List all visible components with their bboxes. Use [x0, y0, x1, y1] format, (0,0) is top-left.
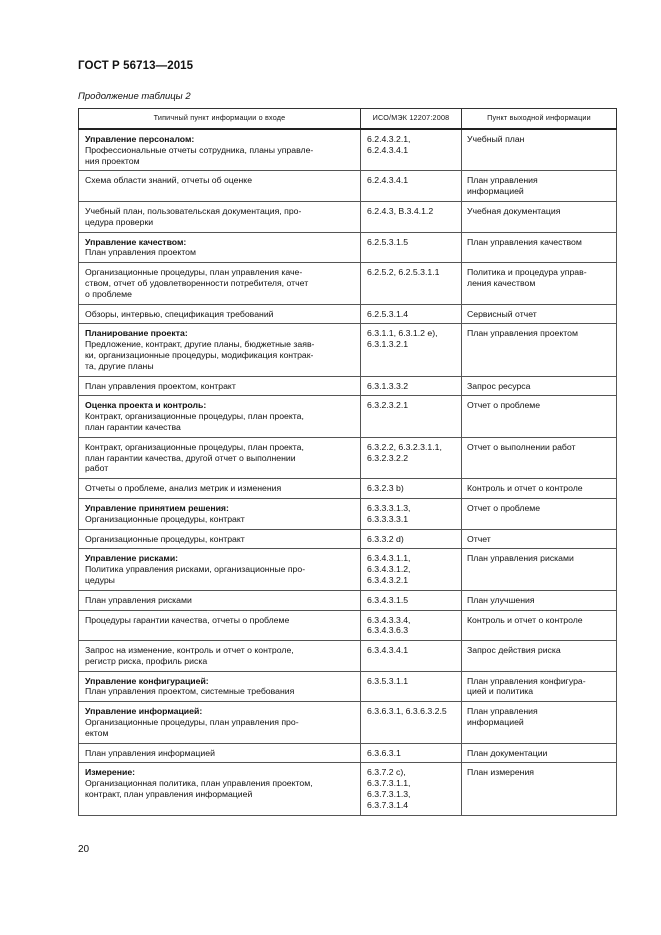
standard-reference-text: 6.3.7.2 c), 6.3.7.3.1.1, 6.3.7.3.1.3, 6.3.7.3.1.4 [367, 767, 411, 810]
standard-reference-cell [361, 304, 462, 324]
output-item-text: План документации [467, 747, 548, 758]
output-item-cell [462, 232, 617, 263]
table-row [79, 610, 617, 641]
output-item-text: План управления информацией [467, 175, 538, 197]
table-row [79, 641, 617, 672]
input-item-text: Организационные процедуры, план управления про- ектом [85, 717, 299, 738]
input-item-cell [79, 479, 361, 499]
input-item-text: Организационные процедуры, контракт [85, 513, 245, 524]
input-item-cell [79, 641, 361, 672]
input-item-text: Запрос на изменение, контроль и отчет о контроле, регистр риска, профиль риска [85, 645, 294, 666]
input-item-text: Контракт, организационные процедуры, план проекта, план гарантии качества, другой отчет о выполнении работ [85, 441, 304, 474]
output-item-cell [462, 201, 617, 232]
input-item-text: Контракт, организационные процедуры, план проекта, план гарантии качества [85, 411, 304, 432]
standard-reference-text: 6.3.2.2, 6.3.2.3.1.1, 6.3.2.3.2.2 [367, 441, 442, 463]
output-item-text: План измерения [467, 767, 535, 778]
input-item-text: Организационные процедуры, план управления каче- ством, отчет об удовлетворенности потребителя, отчет о проблеме [85, 267, 309, 299]
output-item-text: Политика и процедура управ- ления качеством [467, 267, 587, 288]
standard-reference-text: 6.3.4.3.1.1, 6.3.4.3.1.2, 6.3.4.3.2.1 [367, 553, 411, 585]
standard-reference-cell [361, 263, 462, 304]
table-row [79, 549, 617, 590]
output-item-cell [462, 549, 617, 590]
output-item-cell [462, 171, 617, 202]
table-row [79, 498, 617, 529]
input-item-cell [79, 396, 361, 437]
standard-reference-cell [361, 171, 462, 202]
process-heading: Управление информацией: [85, 706, 203, 717]
standard-reference-cell [361, 498, 462, 529]
standard-reference-text: 6.3.4.3.4.1 [367, 645, 409, 656]
output-item-text: Контроль и отчет о контроле [467, 483, 583, 494]
standard-reference-cell [361, 201, 462, 232]
output-item-cell [462, 498, 617, 529]
standard-reference-text: 6.3.3.2 d) [367, 533, 404, 544]
standard-reference-cell [361, 437, 462, 478]
input-item-text: Отчеты о проблеме, анализ метрик и изменения [85, 483, 282, 494]
standard-reference-text: 6.3.1.3.3.2 [367, 380, 409, 391]
standard-reference-text: 6.3.6.3.1, 6.3.6.3.2.5 [367, 706, 447, 717]
output-item-cell [462, 304, 617, 324]
table-row [79, 529, 617, 549]
table-body [79, 129, 617, 815]
column-header-output: Пункт выходной информации [462, 109, 617, 130]
input-item-text: Процедуры гарантии качества, отчеты о проблеме [85, 614, 290, 625]
output-item-text: План улучшения [467, 594, 535, 605]
standard-reference-text: 6.2.4.3.2.1, 6.2.4.3.4.1 [367, 134, 411, 155]
standard-reference-cell [361, 529, 462, 549]
standard-reference-cell [361, 479, 462, 499]
output-item-text: Контроль и отчет о контроле [467, 614, 583, 625]
process-heading: Управление принятием решения: [85, 502, 229, 513]
output-item-cell [462, 743, 617, 763]
input-item-cell [79, 549, 361, 590]
input-item-cell [79, 743, 361, 763]
input-item-cell [79, 763, 361, 815]
process-heading: Оценка проекта и контроль: [85, 400, 207, 411]
input-item-text: План управления рисками [85, 594, 192, 605]
table-row [79, 671, 617, 702]
output-item-cell [462, 437, 617, 478]
input-item-cell [79, 129, 361, 171]
standard-reference-cell [361, 702, 462, 743]
standard-reference-text: 6.3.3.3.1.3, 6.3.3.3.3.1 [367, 502, 411, 524]
input-item-text: План управления проектом [85, 247, 196, 258]
standard-reference-text: 6.3.1.1, 6.3.1.2 e), 6.3.1.3.2.1 [367, 328, 438, 350]
input-item-cell [79, 376, 361, 396]
input-item-text: Политика управления рисками, организационные про- цедуры [85, 564, 306, 585]
standard-reference-text: 6.3.2.3 b) [367, 483, 404, 494]
table-row [79, 437, 617, 478]
standard-reference-cell [361, 641, 462, 672]
output-item-cell [462, 376, 617, 396]
table-row [79, 590, 617, 610]
input-item-cell [79, 529, 361, 549]
table-container [78, 108, 616, 816]
output-item-cell [462, 529, 617, 549]
table-row [79, 304, 617, 324]
input-item-cell [79, 498, 361, 529]
input-item-text: План управления проектом, системные требования [85, 686, 295, 697]
data-table [78, 108, 617, 816]
output-item-text: Учебный план [467, 134, 525, 144]
output-item-cell [462, 396, 617, 437]
output-item-text: Запрос действия риска [467, 645, 561, 656]
standard-reference-cell [361, 324, 462, 376]
input-item-cell [79, 232, 361, 263]
standard-reference-cell [361, 549, 462, 590]
standard-reference-text: 6.2.5.2, 6.2.5.3.1.1 [367, 267, 440, 278]
standard-reference-text: 6.3.6.3.1 [367, 747, 401, 758]
output-item-text: План управления качеством [467, 236, 582, 247]
input-item-text: Предложение, контракт, другие планы, бюджетные заяв- ки, организационные процедуры, модификация контрак- та, другие планы [85, 339, 315, 371]
standard-reference-text: 6.3.4.3.1.5 [367, 594, 409, 605]
output-item-cell [462, 263, 617, 304]
process-heading: Управление качеством: [85, 236, 187, 247]
input-item-text: Профессиональные отчеты сотрудника, планы управле- ния проектом [85, 144, 314, 166]
output-item-text: План управления проектом [467, 328, 578, 339]
output-item-cell [462, 610, 617, 641]
process-heading: Управление конфигурацией: [85, 675, 209, 686]
document-header: ГОСТ Р 56713—2015 [78, 60, 194, 72]
column-header-input: Типичный пункт информации о входе [79, 109, 361, 130]
input-item-cell [79, 590, 361, 610]
standard-reference-cell [361, 763, 462, 815]
table-row [79, 376, 617, 396]
standard-reference-cell [361, 610, 462, 641]
process-heading: Планирование проекта: [85, 328, 188, 339]
standard-reference-text: 6.3.4.3.3.4, 6.3.4.3.6.3 [367, 614, 411, 636]
output-item-text: Запрос ресурса [467, 380, 531, 391]
standard-reference-text: 6.3.5.3.1.1 [367, 675, 409, 686]
table-row [79, 171, 617, 202]
output-item-cell [462, 129, 617, 171]
table-row [79, 743, 617, 763]
output-item-cell [462, 590, 617, 610]
output-item-cell [462, 671, 617, 702]
output-item-cell [462, 641, 617, 672]
input-item-text: Организационные процедуры, контракт [85, 533, 245, 544]
standard-reference-text: 6.2.5.3.1.5 [367, 236, 409, 247]
output-item-text: План управления информацией [467, 706, 538, 728]
output-item-text: Отчет [467, 533, 491, 544]
standard-reference-text: 6.2.4.3, B.3.4.1.2 [367, 205, 434, 216]
output-item-cell [462, 479, 617, 499]
table-row [79, 324, 617, 376]
output-item-text: Отчет о проблеме [467, 400, 541, 411]
output-item-text: Отчет о проблеме [467, 502, 541, 513]
table-row [79, 232, 617, 263]
input-item-text: План управления информацией [85, 747, 215, 758]
standard-reference-cell [361, 376, 462, 396]
input-item-text: Схема области знаний, отчеты об оценке [85, 175, 253, 186]
table-row [79, 201, 617, 232]
input-item-cell [79, 324, 361, 376]
standard-reference-cell [361, 232, 462, 263]
table-header-row [79, 109, 617, 130]
standard-reference-cell [361, 590, 462, 610]
input-item-cell [79, 437, 361, 478]
input-item-text: Учебный план, пользовательская документация, про- цедура проверки [85, 205, 302, 227]
table-row [79, 396, 617, 437]
output-item-text: План управления рисками [467, 553, 574, 564]
page-number: 20 [78, 844, 90, 855]
standard-reference-text: 6.2.5.3.1.4 [367, 308, 409, 319]
standard-reference-text: 6.2.4.3.4.1 [367, 175, 409, 186]
table-row [79, 129, 617, 171]
table-row [79, 763, 617, 815]
standard-reference-cell [361, 129, 462, 171]
output-item-text: Сервисный отчет [467, 308, 537, 319]
process-heading: Измерение: [85, 767, 136, 778]
input-item-text: Организационная политика, план управления проектом, контракт, план управления информацией [85, 778, 313, 800]
table-row [79, 263, 617, 304]
output-item-cell [462, 763, 617, 815]
input-item-cell [79, 201, 361, 232]
output-item-text: Учебная документация [467, 205, 561, 216]
input-item-cell [79, 263, 361, 304]
input-item-text: Обзоры, интервью, спецификация требований [85, 308, 274, 319]
input-item-text: План управления проектом, контракт [85, 380, 236, 391]
input-item-cell [79, 171, 361, 202]
standard-reference-cell [361, 396, 462, 437]
table-caption: Продолжение таблицы 2 [78, 91, 191, 102]
output-item-text: Отчет о выполнении работ [467, 441, 576, 452]
input-item-cell [79, 610, 361, 641]
input-item-cell [79, 671, 361, 702]
process-heading: Управление персоналом: [85, 134, 195, 144]
input-item-cell [79, 304, 361, 324]
input-item-cell [79, 702, 361, 743]
standard-reference-text: 6.3.2.3.2.1 [367, 400, 409, 411]
table-row [79, 479, 617, 499]
output-item-cell [462, 702, 617, 743]
table-row [79, 702, 617, 743]
standard-reference-cell [361, 743, 462, 763]
column-header-standard: ИСО/МЭК 12207:2008 [361, 109, 462, 130]
standard-reference-cell [361, 671, 462, 702]
output-item-text: План управления конфигура- цией и политика [467, 675, 586, 697]
process-heading: Управление рисками: [85, 553, 179, 564]
output-item-cell [462, 324, 617, 376]
